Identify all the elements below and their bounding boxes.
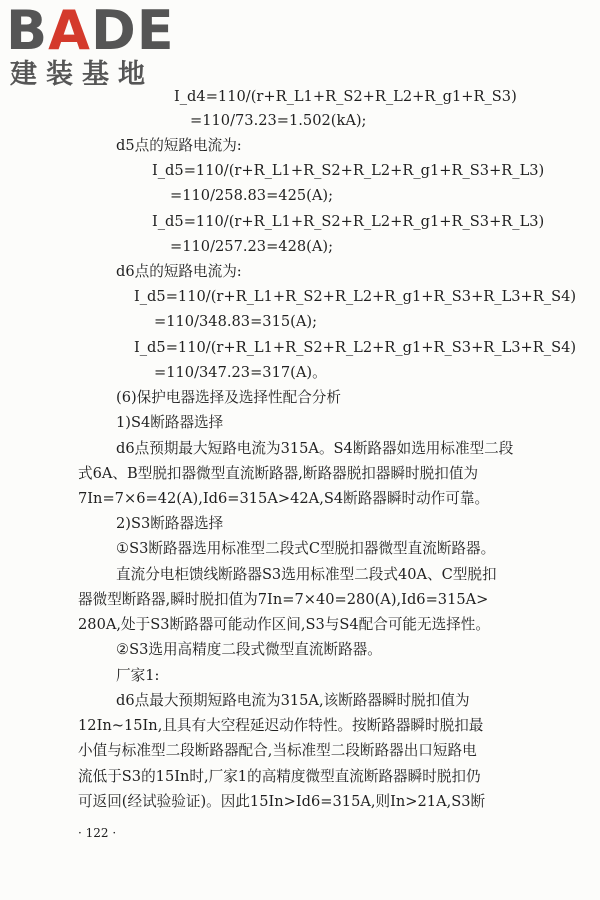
text-line: I_d5=110/(r+R_L1+R_S2+R_L2+R_g1+R_S3+R_L3) (152, 213, 545, 230)
logo-tagline: 建装基地 (10, 59, 154, 90)
text-line: =110/348.83=315(A); (154, 313, 317, 330)
text-line: I_d5=110/(r+R_L1+R_S2+R_L2+R_g1+R_S3+R_L3+R_S4) (134, 339, 577, 356)
text-line: =110/73.23=1.502(kA); (190, 112, 367, 129)
bade-logo (6, 0, 176, 92)
text-line: 直流分电柜馈线断路器S3选用标准型二段式40A、C型脱扣 (116, 566, 497, 583)
text-line: =110/257.23=428(A); (170, 238, 333, 255)
text-line: 280A,处于S3断路器可能动作区间,S3与S4配合可能无选择性。 (78, 616, 490, 633)
section-heading: (6)保护电器选择及选择性配合分析 (116, 389, 341, 406)
text-line: =110/258.83=425(A); (170, 187, 333, 204)
text-line: 12In~15In,且具有大空程延迟动作特性。按断路器瞬时脱扣最 (78, 717, 484, 734)
text-line: d6点最大预期短路电流为315A,该断路器瞬时脱扣值为 (116, 692, 470, 709)
text-line: 式6A、B型脱扣器微型直流断路器,断路器脱扣器瞬时脱扣值为 (78, 465, 479, 482)
text-line: d5点的短路电流为: (116, 137, 242, 154)
text-line: 7In=7×6=42(A),Id6=315A>42A,S4断路器瞬时动作可靠。 (78, 490, 490, 507)
text-line: 厂家1: (116, 667, 160, 684)
text-line: I_d5=110/(r+R_L1+R_S2+R_L2+R_g1+R_S3+R_L3+R_S4) (134, 288, 577, 305)
text-line: ②S3选用高精度二段式微型直流断路器。 (116, 641, 382, 658)
text-line: 可返回(经试验验证)。因此15In>Id6=315A,则In>21A,S3断 (78, 793, 486, 810)
text-line: 流低于S3的15In时,厂家1的高精度微型直流断路器瞬时脱扣仍 (78, 768, 481, 785)
text-line: I_d5=110/(r+R_L1+R_S2+R_L2+R_g1+R_S3+R_L3) (152, 162, 545, 179)
text-line: I_d4=110/(r+R_L1+R_S2+R_L2+R_g1+R_S3) (174, 88, 517, 105)
subsection-heading: 2)S3断路器选择 (116, 515, 224, 532)
text-line: ①S3断路器选用标准型二段式C型脱扣器微型直流断路器。 (116, 540, 496, 557)
text-line: 器微型断路器,瞬时脱扣值为7In=7×40=280(A),Id6=315A> (78, 591, 489, 608)
subsection-heading: 1)S4断路器选择 (116, 414, 224, 431)
text-line: d6点的短路电流为: (116, 263, 242, 280)
logo-wordmark: BADE (6, 0, 175, 62)
text-line: d6点预期最大短路电流为315A。S4断路器如选用标准型二段 (116, 440, 514, 457)
text-line: =110/347.23=317(A)。 (154, 364, 327, 381)
page-number: · 122 · (78, 826, 117, 840)
text-line: 小值与标准型二段断路器配合,当标准型二段断路器出口短路电 (78, 742, 477, 759)
